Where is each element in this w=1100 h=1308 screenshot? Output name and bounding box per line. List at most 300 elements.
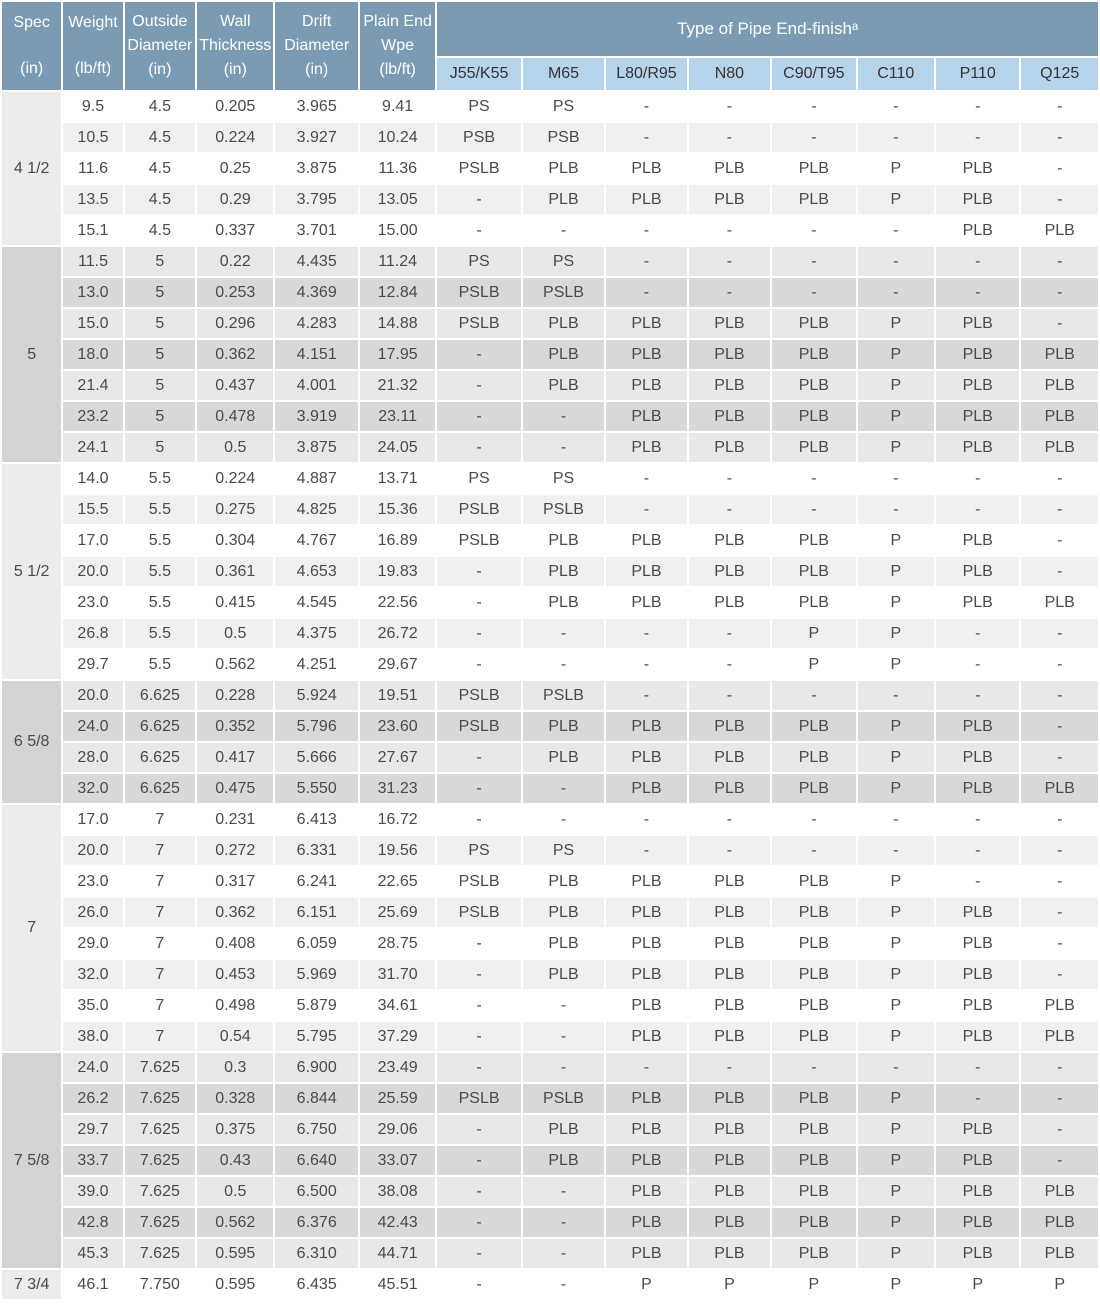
table-cell: 31.23 xyxy=(360,774,435,803)
table-cell: - xyxy=(689,650,770,679)
table-cell: PLB xyxy=(936,1208,1019,1237)
table-cell: - xyxy=(689,123,770,152)
table-cell: 7.625 xyxy=(125,1239,195,1268)
table-row xyxy=(2,309,1098,338)
table-cell: PLB xyxy=(606,154,686,183)
table-cell: - xyxy=(1021,495,1098,524)
table-cell: PLB xyxy=(606,1177,686,1206)
table-cell: - xyxy=(1021,743,1098,772)
table-cell: PLB xyxy=(772,433,855,462)
table-cell: 0.453 xyxy=(197,960,273,989)
table-cell: 0.5 xyxy=(197,619,273,648)
table-cell: PLB xyxy=(936,185,1019,214)
table-cell: - xyxy=(606,1053,686,1082)
table-cell: 23.11 xyxy=(360,402,435,431)
table-cell: 5.5 xyxy=(125,526,195,555)
table-cell: - xyxy=(437,402,520,431)
table-cell: - xyxy=(437,588,520,617)
table-cell: PLB xyxy=(689,588,770,617)
table-cell: P xyxy=(858,371,934,400)
table-cell: PLB xyxy=(772,1084,855,1113)
table-cell: - xyxy=(437,1022,520,1051)
table-cell: PLB xyxy=(606,960,686,989)
table-cell: - xyxy=(772,216,855,245)
table-cell: 11.36 xyxy=(360,154,435,183)
col-header-spec-unit: (in) xyxy=(20,60,44,77)
table-cell: PSLB xyxy=(437,898,520,927)
table-cell: PLB xyxy=(689,743,770,772)
table-cell: 4.5 xyxy=(125,216,195,245)
table-cell: PLB xyxy=(606,340,686,369)
table-cell: - xyxy=(606,805,686,834)
table-cell: 3.927 xyxy=(275,123,357,152)
table-cell: 0.22 xyxy=(197,247,273,276)
table-cell: 0.478 xyxy=(197,402,273,431)
table-cell: PLB xyxy=(772,340,855,369)
table-cell: - xyxy=(523,1270,604,1299)
table-cell: 5.5 xyxy=(125,588,195,617)
table-cell: 0.3 xyxy=(197,1053,273,1082)
spec-cell: 7 xyxy=(2,805,61,1051)
table-cell: 23.2 xyxy=(63,402,122,431)
table-cell: PLB xyxy=(523,588,604,617)
table-cell: PLB xyxy=(689,402,770,431)
table-cell: - xyxy=(606,650,686,679)
table-cell: PLB xyxy=(689,1084,770,1113)
table-cell: PS xyxy=(437,247,520,276)
table-cell: 5.666 xyxy=(275,743,357,772)
table-cell: PLB xyxy=(1021,340,1098,369)
table-cell: - xyxy=(858,92,934,121)
table-cell: P xyxy=(858,743,934,772)
table-cell: 23.49 xyxy=(360,1053,435,1082)
table-cell: - xyxy=(523,805,604,834)
table-cell: 5.796 xyxy=(275,712,357,741)
table-cell: 19.83 xyxy=(360,557,435,586)
table-cell: 4.887 xyxy=(275,464,357,493)
table-cell: - xyxy=(1021,681,1098,710)
table-cell: - xyxy=(523,1022,604,1051)
table-cell: PLB xyxy=(523,526,604,555)
table-cell: 42.8 xyxy=(63,1208,122,1237)
col-header-wall xyxy=(197,2,273,90)
table-cell: - xyxy=(1021,185,1098,214)
table-cell: - xyxy=(1021,92,1098,121)
table-cell: P xyxy=(606,1270,686,1299)
table-cell: PLB xyxy=(689,991,770,1020)
table-row xyxy=(2,247,1098,276)
table-cell: - xyxy=(437,774,520,803)
table-cell: - xyxy=(437,1177,520,1206)
table-row xyxy=(2,898,1098,927)
table-cell: 0.5 xyxy=(197,433,273,462)
table-cell: PS xyxy=(523,836,604,865)
table-cell: 5.550 xyxy=(275,774,357,803)
table-cell: - xyxy=(437,991,520,1020)
table-cell: 21.4 xyxy=(63,371,122,400)
table-cell: - xyxy=(1021,929,1098,958)
table-cell: - xyxy=(437,1053,520,1082)
col-header-spec-label: Spec xyxy=(13,14,50,31)
table-cell: - xyxy=(1021,960,1098,989)
table-cell: - xyxy=(523,1239,604,1268)
table-cell: PLB xyxy=(689,774,770,803)
table-cell: PLB xyxy=(689,712,770,741)
table-cell: 20.0 xyxy=(63,836,122,865)
table-cell: 7 xyxy=(125,805,195,834)
table-cell: 6.625 xyxy=(125,743,195,772)
table-row xyxy=(2,123,1098,152)
table-cell: PSLB xyxy=(437,712,520,741)
table-cell: PLB xyxy=(772,526,855,555)
table-cell: PLB xyxy=(936,433,1019,462)
table-row xyxy=(2,1022,1098,1051)
table-cell: P xyxy=(772,650,855,679)
table-row xyxy=(2,495,1098,524)
table-cell: PLB xyxy=(689,929,770,958)
table-row xyxy=(2,1208,1098,1237)
table-cell: 4.375 xyxy=(275,619,357,648)
table-cell: 14.88 xyxy=(360,309,435,338)
table-cell: 0.224 xyxy=(197,464,273,493)
table-cell: 0.595 xyxy=(197,1239,273,1268)
table-cell: 15.00 xyxy=(360,216,435,245)
table-cell: PLB xyxy=(936,402,1019,431)
table-cell: 13.05 xyxy=(360,185,435,214)
table-cell: PLB xyxy=(689,557,770,586)
table-cell: 7 xyxy=(125,929,195,958)
col-header-od-label: Outside Diameter xyxy=(127,13,193,54)
table-cell: PLB xyxy=(1021,1239,1098,1268)
table-cell: 0.352 xyxy=(197,712,273,741)
table-cell: PLB xyxy=(523,712,604,741)
table-cell: 0.337 xyxy=(197,216,273,245)
table-cell: PSLB xyxy=(437,495,520,524)
table-cell: - xyxy=(1021,867,1098,896)
table-cell: 5 xyxy=(125,402,195,431)
table-cell: 32.0 xyxy=(63,960,122,989)
table-cell: PLB xyxy=(936,898,1019,927)
table-row xyxy=(2,805,1098,834)
table-cell: - xyxy=(437,433,520,462)
table-cell: 10.24 xyxy=(360,123,435,152)
table-cell: P xyxy=(858,1022,934,1051)
table-cell: 6.844 xyxy=(275,1084,357,1113)
table-cell: PLB xyxy=(689,526,770,555)
table-cell: 5.924 xyxy=(275,681,357,710)
table-cell: 11.5 xyxy=(63,247,122,276)
table-body xyxy=(2,92,1098,1299)
table-cell: 5.5 xyxy=(125,464,195,493)
table-cell: P xyxy=(858,1177,934,1206)
table-cell: P xyxy=(858,712,934,741)
table-cell: PLB xyxy=(772,588,855,617)
table-cell: PLB xyxy=(772,929,855,958)
table-cell: PLB xyxy=(936,991,1019,1020)
table-cell: 0.29 xyxy=(197,185,273,214)
table-cell: PLB xyxy=(772,867,855,896)
table-cell: - xyxy=(437,371,520,400)
table-cell: 38.08 xyxy=(360,1177,435,1206)
table-row xyxy=(2,526,1098,555)
table-cell: 3.919 xyxy=(275,402,357,431)
table-cell: PLB xyxy=(772,185,855,214)
table-cell: 15.5 xyxy=(63,495,122,524)
table-row xyxy=(2,960,1098,989)
table-cell: - xyxy=(523,650,604,679)
table-cell: 24.1 xyxy=(63,433,122,462)
table-cell: - xyxy=(1021,557,1098,586)
table-cell: 10.5 xyxy=(63,123,122,152)
table-cell: 9.41 xyxy=(360,92,435,121)
table-cell: PLB xyxy=(689,309,770,338)
table-cell: PLB xyxy=(606,1146,686,1175)
table-cell: 17.95 xyxy=(360,340,435,369)
table-cell: PLB xyxy=(772,1239,855,1268)
table-row xyxy=(2,402,1098,431)
table-cell: 0.328 xyxy=(197,1084,273,1113)
table-cell: - xyxy=(1021,805,1098,834)
table-cell: - xyxy=(523,1053,604,1082)
table-cell: - xyxy=(606,247,686,276)
table-cell: PLB xyxy=(606,557,686,586)
table-cell: PLB xyxy=(936,216,1019,245)
table-cell: - xyxy=(523,1208,604,1237)
table-cell: 19.56 xyxy=(360,836,435,865)
table-cell: 5 xyxy=(125,433,195,462)
table-cell: 7 xyxy=(125,898,195,927)
table-cell: 37.29 xyxy=(360,1022,435,1051)
table-cell: - xyxy=(858,836,934,865)
table-cell: - xyxy=(936,681,1019,710)
table-cell: 7 xyxy=(125,1022,195,1051)
table-cell: PLB xyxy=(689,1177,770,1206)
table-cell: - xyxy=(523,1177,604,1206)
table-cell: PSLB xyxy=(523,278,604,307)
table-row xyxy=(2,1146,1098,1175)
table-cell: 16.89 xyxy=(360,526,435,555)
spec-cell: 6 5/8 xyxy=(2,681,61,803)
table-cell: PLB xyxy=(772,154,855,183)
table-row xyxy=(2,650,1098,679)
table-cell: PS xyxy=(437,836,520,865)
table-cell: 0.417 xyxy=(197,743,273,772)
table-cell: 0.317 xyxy=(197,867,273,896)
table-cell: 4.5 xyxy=(125,154,195,183)
table-cell: PLB xyxy=(689,1146,770,1175)
table-cell: - xyxy=(523,774,604,803)
table-cell: PLB xyxy=(523,185,604,214)
grade-header-j55-k55: J55/K55 xyxy=(437,58,520,90)
table-cell: - xyxy=(437,216,520,245)
table-cell: 28.75 xyxy=(360,929,435,958)
table-cell: 4.545 xyxy=(275,588,357,617)
table-cell: - xyxy=(606,681,686,710)
table-cell: PLB xyxy=(689,898,770,927)
table-cell: 0.253 xyxy=(197,278,273,307)
table-cell: - xyxy=(772,805,855,834)
table-cell: 7.625 xyxy=(125,1084,195,1113)
table-cell: 0.375 xyxy=(197,1115,273,1144)
table-row xyxy=(2,1084,1098,1113)
table-cell: 5.879 xyxy=(275,991,357,1020)
table-cell: - xyxy=(523,216,604,245)
table-cell: - xyxy=(772,464,855,493)
table-cell: 29.67 xyxy=(360,650,435,679)
table-cell: 7 xyxy=(125,867,195,896)
table-row xyxy=(2,867,1098,896)
table-cell: PLB xyxy=(523,371,604,400)
table-row xyxy=(2,929,1098,958)
table-cell: 7.625 xyxy=(125,1146,195,1175)
table-cell: 5 xyxy=(125,340,195,369)
table-cell: 0.275 xyxy=(197,495,273,524)
table-cell: PLB xyxy=(936,743,1019,772)
table-cell: - xyxy=(437,1208,520,1237)
table-cell: 0.5 xyxy=(197,1177,273,1206)
table-cell: 22.65 xyxy=(360,867,435,896)
table-cell: PLB xyxy=(523,743,604,772)
table-cell: 3.795 xyxy=(275,185,357,214)
table-row xyxy=(2,464,1098,493)
table-cell: - xyxy=(772,495,855,524)
table-cell: PLB xyxy=(936,774,1019,803)
table-cell: 12.84 xyxy=(360,278,435,307)
table-cell: - xyxy=(689,1053,770,1082)
table-row xyxy=(2,774,1098,803)
table-cell: PSB xyxy=(437,123,520,152)
table-cell: P xyxy=(858,340,934,369)
table-cell: 4.369 xyxy=(275,278,357,307)
table-cell: 4.251 xyxy=(275,650,357,679)
table-cell: PLB xyxy=(523,929,604,958)
table-cell: PSLB xyxy=(437,867,520,896)
table-cell: PLB xyxy=(936,1115,1019,1144)
table-cell: P xyxy=(858,526,934,555)
table-row xyxy=(2,712,1098,741)
table-cell: - xyxy=(936,619,1019,648)
table-cell: 7.750 xyxy=(125,1270,195,1299)
table-cell: PLB xyxy=(606,588,686,617)
table-cell: 19.51 xyxy=(360,681,435,710)
table-cell: PLB xyxy=(606,867,686,896)
table-cell: - xyxy=(936,836,1019,865)
table-cell: PLB xyxy=(772,991,855,1020)
table-cell: PLB xyxy=(772,1115,855,1144)
table-cell: PLB xyxy=(606,712,686,741)
table-cell: 0.205 xyxy=(197,92,273,121)
table-row xyxy=(2,836,1098,865)
table-row xyxy=(2,1053,1098,1082)
spec-cell: 7 5/8 xyxy=(2,1053,61,1268)
table-cell: PLB xyxy=(689,154,770,183)
table-cell: 33.07 xyxy=(360,1146,435,1175)
table-cell: 6.640 xyxy=(275,1146,357,1175)
col-header-od-unit: (in) xyxy=(148,61,172,78)
table-cell: 21.32 xyxy=(360,371,435,400)
table-cell: 6.435 xyxy=(275,1270,357,1299)
table-cell: 0.43 xyxy=(197,1146,273,1175)
table-cell: PLB xyxy=(606,185,686,214)
table-cell: PS xyxy=(437,464,520,493)
table-cell: 0.228 xyxy=(197,681,273,710)
table-cell: PLB xyxy=(936,960,1019,989)
table-cell: PLB xyxy=(523,154,604,183)
table-cell: - xyxy=(772,123,855,152)
table-cell: PLB xyxy=(689,371,770,400)
table-cell: - xyxy=(936,92,1019,121)
table-cell: - xyxy=(1021,712,1098,741)
table-cell: 6.625 xyxy=(125,681,195,710)
table-cell: 0.54 xyxy=(197,1022,273,1051)
table-cell: - xyxy=(1021,898,1098,927)
table-cell: PLB xyxy=(606,1022,686,1051)
table-cell: PLB xyxy=(689,1022,770,1051)
table-cell: - xyxy=(689,836,770,865)
table-cell: PLB xyxy=(689,340,770,369)
table-cell: PLB xyxy=(936,371,1019,400)
table-row xyxy=(2,991,1098,1020)
table-cell: - xyxy=(772,681,855,710)
table-cell: - xyxy=(437,650,520,679)
table-cell: 5.969 xyxy=(275,960,357,989)
table-cell: - xyxy=(858,495,934,524)
table-row xyxy=(2,278,1098,307)
table-cell: 23.0 xyxy=(63,867,122,896)
table-cell: P xyxy=(858,774,934,803)
table-row xyxy=(2,1270,1098,1299)
table-cell: 0.362 xyxy=(197,340,273,369)
table-cell: 3.965 xyxy=(275,92,357,121)
table-cell: PLB xyxy=(689,1115,770,1144)
table-cell: PSLB xyxy=(437,1084,520,1113)
table-cell: P xyxy=(858,557,934,586)
table-cell: PLB xyxy=(606,743,686,772)
table-cell: PLB xyxy=(936,1177,1019,1206)
table-cell: - xyxy=(437,929,520,958)
table-cell: PLB xyxy=(936,526,1019,555)
table-cell: - xyxy=(858,123,934,152)
table-cell: PLB xyxy=(936,929,1019,958)
table-cell: 6.625 xyxy=(125,712,195,741)
table-cell: PLB xyxy=(936,309,1019,338)
table-cell: 0.437 xyxy=(197,371,273,400)
col-header-wpe-unit: (lb/ft) xyxy=(379,61,416,78)
table-cell: 5.5 xyxy=(125,495,195,524)
table-cell: P xyxy=(858,309,934,338)
col-header-spec xyxy=(2,2,61,90)
table-row xyxy=(2,743,1098,772)
table-cell: PLB xyxy=(772,402,855,431)
table-cell: 45.3 xyxy=(63,1239,122,1268)
table-cell: 23.0 xyxy=(63,588,122,617)
table-cell: 0.415 xyxy=(197,588,273,617)
col-header-wall-label: Wall Thickness xyxy=(199,13,272,54)
table-cell: PLB xyxy=(606,309,686,338)
table-cell: PLB xyxy=(606,929,686,958)
table-cell: PLB xyxy=(606,433,686,462)
table-cell: PSLB xyxy=(437,526,520,555)
table-cell: PLB xyxy=(772,1022,855,1051)
table-cell: 0.562 xyxy=(197,650,273,679)
table-cell: P xyxy=(858,402,934,431)
table-row xyxy=(2,371,1098,400)
table-cell: PLB xyxy=(1021,1208,1098,1237)
table-cell: 46.1 xyxy=(63,1270,122,1299)
table-cell: - xyxy=(936,495,1019,524)
table-cell: - xyxy=(1021,123,1098,152)
table-row xyxy=(2,619,1098,648)
